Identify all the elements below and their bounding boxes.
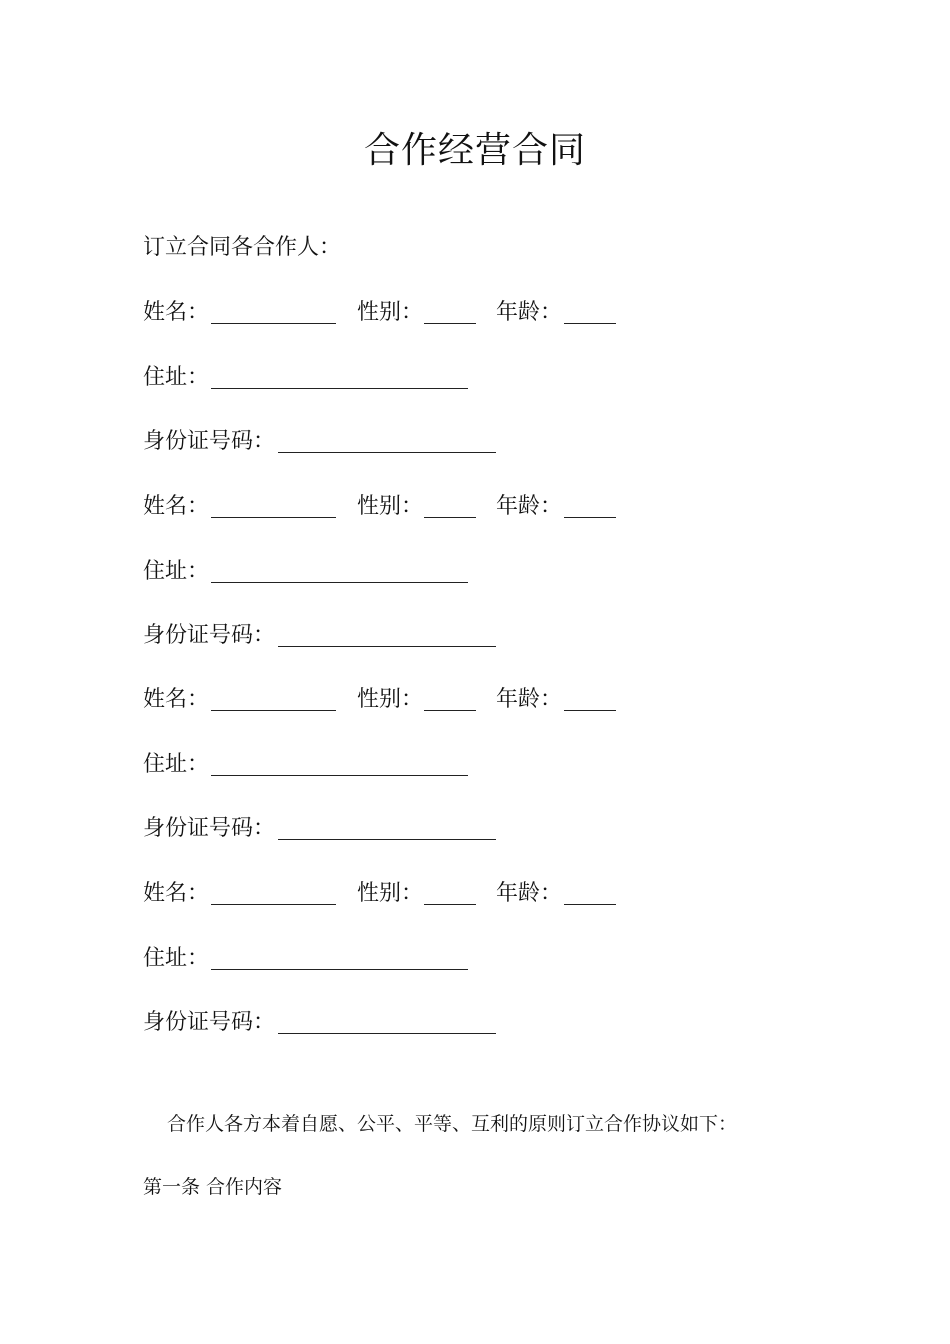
id-number-field[interactable]: [278, 646, 496, 647]
intro-text: 订立合同各合作人：: [143, 235, 342, 260]
gender-label: 性别：: [357, 494, 424, 519]
name-field[interactable]: [211, 904, 336, 905]
age-field[interactable]: [564, 710, 616, 711]
name-label: 姓名：: [143, 687, 210, 712]
address-label: 住址：: [143, 752, 210, 777]
id-number-label: 身份证号码：: [143, 1010, 276, 1035]
age-label: 年龄：: [496, 687, 563, 712]
name-field[interactable]: [211, 517, 336, 518]
age-field[interactable]: [564, 323, 616, 324]
article-1-heading: 第一条 合作内容: [143, 1176, 283, 1198]
age-field[interactable]: [564, 904, 616, 905]
gender-field[interactable]: [424, 710, 476, 711]
age-label: 年龄：: [496, 300, 563, 325]
gender-field[interactable]: [424, 323, 476, 324]
gender-field[interactable]: [424, 904, 476, 905]
age-field[interactable]: [564, 517, 616, 518]
name-field[interactable]: [211, 710, 336, 711]
address-label: 住址：: [143, 365, 210, 390]
id-number-field[interactable]: [278, 839, 496, 840]
gender-field[interactable]: [424, 517, 476, 518]
address-field[interactable]: [211, 582, 468, 583]
id-number-label: 身份证号码：: [143, 816, 276, 841]
gender-label: 性别：: [357, 300, 424, 325]
name-label: 姓名：: [143, 881, 210, 906]
document-title: 合作经营合同: [363, 130, 586, 171]
id-number-field[interactable]: [278, 452, 496, 453]
age-label: 年龄：: [496, 881, 563, 906]
address-field[interactable]: [211, 775, 468, 776]
name-field[interactable]: [211, 323, 336, 324]
address-field[interactable]: [211, 388, 468, 389]
id-number-label: 身份证号码：: [143, 623, 276, 648]
address-label: 住址：: [143, 946, 210, 971]
gender-label: 性别：: [357, 881, 424, 906]
address-label: 住址：: [143, 559, 210, 584]
name-label: 姓名：: [143, 300, 210, 325]
name-label: 姓名：: [143, 494, 210, 519]
address-field[interactable]: [211, 969, 468, 970]
age-label: 年龄：: [496, 494, 563, 519]
agreement-paragraph: 合作人各方本着自愿、公平、平等、互利的原则订立合作协议如下：: [167, 1113, 738, 1135]
id-number-label: 身份证号码：: [143, 429, 276, 454]
gender-label: 性别：: [357, 687, 424, 712]
id-number-field[interactable]: [278, 1033, 496, 1034]
